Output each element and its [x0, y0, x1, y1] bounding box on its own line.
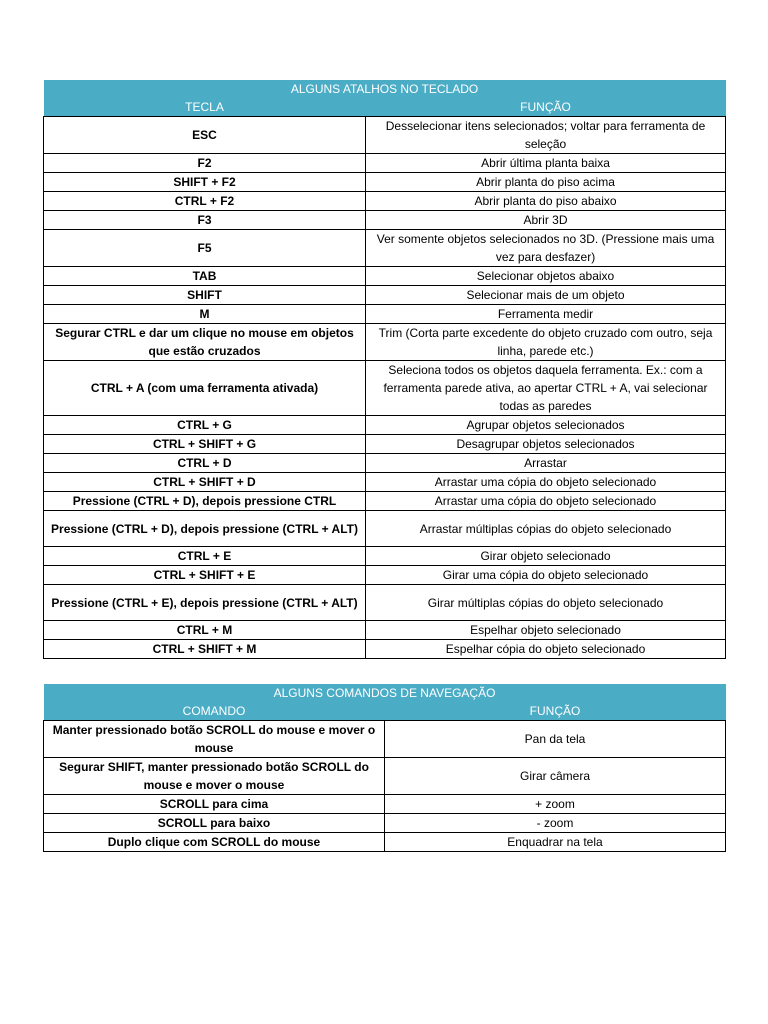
shortcut-function: Arrastar — [366, 454, 726, 473]
navigation-function: Pan da tela — [385, 721, 726, 758]
navigation-function: Girar câmera — [385, 758, 726, 795]
table-row — [44, 585, 726, 621]
shortcut-function: Desselecionar itens selecionados; voltar para ferramenta de seleção — [366, 117, 726, 154]
shortcut-function: Girar uma cópia do objeto selecionado — [366, 566, 726, 585]
shortcut-function: Ferramenta medir — [366, 305, 726, 324]
column-header-command: COMANDO — [44, 702, 385, 721]
table-row — [44, 154, 726, 173]
shortcut-key: CTRL + M — [44, 621, 366, 640]
column-header-function: FUNÇÃO — [366, 98, 726, 117]
shortcut-function: Abrir última planta baixa — [366, 154, 726, 173]
navigation-command: SCROLL para baixo — [44, 814, 385, 833]
table-row — [44, 640, 726, 659]
table-title: ALGUNS ATALHOS NO TECLADO — [44, 80, 726, 98]
table-row — [44, 833, 726, 852]
navigation-commands-table — [43, 684, 726, 852]
shortcut-function: Girar objeto selecionado — [366, 547, 726, 566]
shortcut-key: F3 — [44, 211, 366, 230]
shortcut-function: Arrastar uma cópia do objeto selecionado — [366, 492, 726, 511]
table-row — [44, 117, 726, 154]
shortcut-key: Pressione (CTRL + E), depois pressione (CTRL + ALT) — [44, 585, 366, 621]
shortcut-key: F2 — [44, 154, 366, 173]
shortcut-key: F5 — [44, 230, 366, 267]
shortcut-function: Selecionar objetos abaixo — [366, 267, 726, 286]
table-row — [44, 566, 726, 585]
table-title-row — [44, 684, 726, 702]
keyboard-shortcuts-table — [43, 80, 726, 659]
shortcut-key: TAB — [44, 267, 366, 286]
table-header-row — [44, 98, 726, 117]
shortcut-key: CTRL + A (com uma ferramenta ativada) — [44, 361, 366, 416]
shortcut-function: Espelhar cópia do objeto selecionado — [366, 640, 726, 659]
shortcut-function: Ver somente objetos selecionados no 3D. (Pressione mais uma vez para desfazer) — [366, 230, 726, 267]
table-row — [44, 473, 726, 492]
shortcut-function: Girar múltiplas cópias do objeto selecionado — [366, 585, 726, 621]
table-row — [44, 286, 726, 305]
table-row — [44, 173, 726, 192]
shortcut-function: Arrastar uma cópia do objeto selecionado — [366, 473, 726, 492]
shortcut-function: Selecionar mais de um objeto — [366, 286, 726, 305]
shortcut-key: CTRL + F2 — [44, 192, 366, 211]
table-row — [44, 814, 726, 833]
shortcut-function: Espelhar objeto selecionado — [366, 621, 726, 640]
shortcut-key: SHIFT + F2 — [44, 173, 366, 192]
table-row — [44, 511, 726, 547]
table-row — [44, 758, 726, 795]
table-row — [44, 621, 726, 640]
column-header-function: FUNÇÃO — [385, 702, 726, 721]
shortcut-function: Seleciona todos os objetos daquela ferramenta. Ex.: com a ferramenta parede ativa, ao apertar CTRL + A, vai selecionar todas as paredes — [366, 361, 726, 416]
shortcut-function: Abrir 3D — [366, 211, 726, 230]
table-header-row — [44, 702, 726, 721]
navigation-command: Manter pressionado botão SCROLL do mouse e mover o mouse — [44, 721, 385, 758]
shortcut-key: Segurar CTRL e dar um clique no mouse em objetos que estão cruzados — [44, 324, 366, 361]
shortcut-key: CTRL + D — [44, 454, 366, 473]
shortcut-key: CTRL + SHIFT + M — [44, 640, 366, 659]
shortcut-key: ESC — [44, 117, 366, 154]
shortcut-key: M — [44, 305, 366, 324]
table-row — [44, 361, 726, 416]
shortcut-function: Arrastar múltiplas cópias do objeto selecionado — [366, 511, 726, 547]
navigation-function: + zoom — [385, 795, 726, 814]
navigation-command: SCROLL para cima — [44, 795, 385, 814]
column-header-key: TECLA — [44, 98, 366, 117]
shortcut-function: Trim (Corta parte excedente do objeto cruzado com outro, seja linha, parede etc.) — [366, 324, 726, 361]
shortcut-key: Pressione (CTRL + D), depois pressione (CTRL + ALT) — [44, 511, 366, 547]
shortcut-function: Abrir planta do piso abaixo — [366, 192, 726, 211]
table-row — [44, 492, 726, 511]
table-row — [44, 721, 726, 758]
table-row — [44, 192, 726, 211]
shortcut-function: Desagrupar objetos selecionados — [366, 435, 726, 454]
table-row — [44, 454, 726, 473]
shortcut-key: CTRL + G — [44, 416, 366, 435]
navigation-command: Duplo clique com SCROLL do mouse — [44, 833, 385, 852]
table-title-row — [44, 80, 726, 98]
table-row — [44, 324, 726, 361]
shortcut-key: CTRL + SHIFT + E — [44, 566, 366, 585]
shortcut-key: CTRL + E — [44, 547, 366, 566]
table-row — [44, 305, 726, 324]
shortcut-function: Abrir planta do piso acima — [366, 173, 726, 192]
shortcut-key: Pressione (CTRL + D), depois pressione CTRL — [44, 492, 366, 511]
shortcut-key: CTRL + SHIFT + G — [44, 435, 366, 454]
shortcut-key: SHIFT — [44, 286, 366, 305]
table-row — [44, 547, 726, 566]
table-row — [44, 230, 726, 267]
shortcut-key: CTRL + SHIFT + D — [44, 473, 366, 492]
table-row — [44, 435, 726, 454]
navigation-function: - zoom — [385, 814, 726, 833]
table-row — [44, 211, 726, 230]
shortcut-function: Agrupar objetos selecionados — [366, 416, 726, 435]
table-row — [44, 416, 726, 435]
table-title: ALGUNS COMANDOS DE NAVEGAÇÃO — [44, 684, 726, 702]
table-row — [44, 267, 726, 286]
navigation-command: Segurar SHIFT, manter pressionado botão SCROLL do mouse e mover o mouse — [44, 758, 385, 795]
navigation-function: Enquadrar na tela — [385, 833, 726, 852]
table-row — [44, 795, 726, 814]
